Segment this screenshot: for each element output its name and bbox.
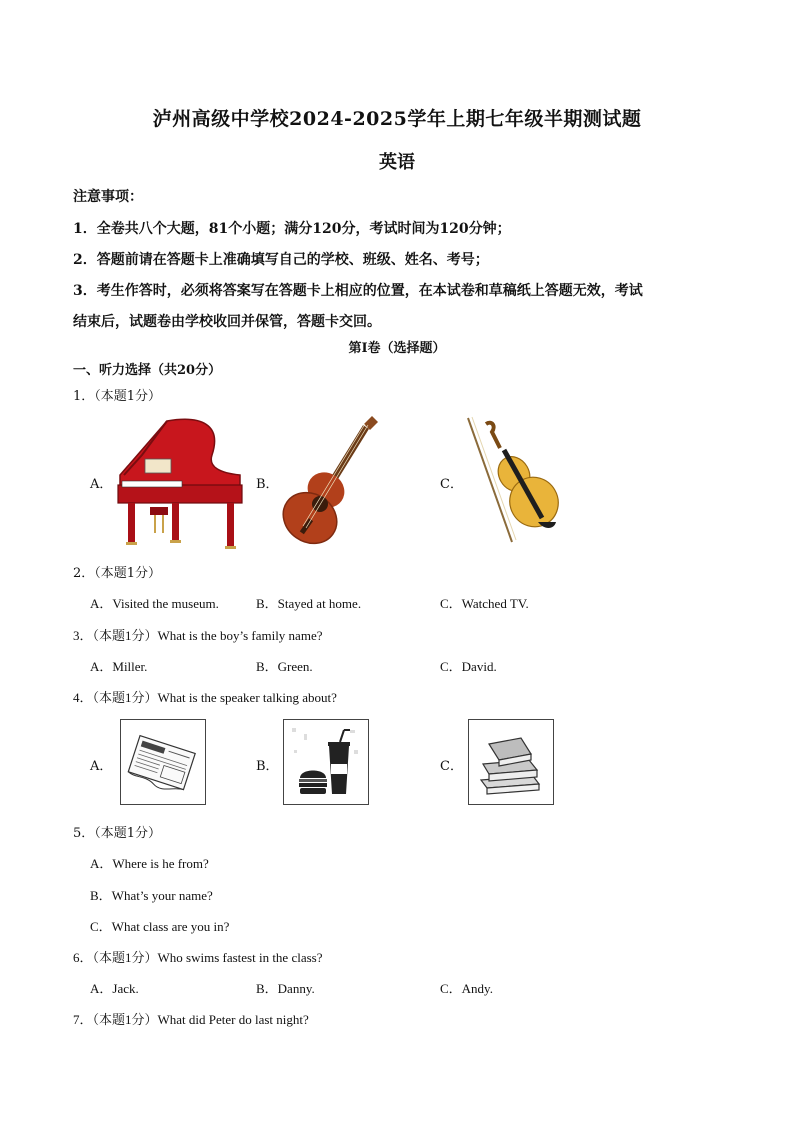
notes-heading: 注意事项：: [73, 189, 143, 205]
guitar-icon: [278, 412, 383, 552]
piano-icon: [112, 415, 252, 550]
question-stem: 7．（本题1分）What did Peter do last night?: [73, 1012, 309, 1027]
violin-icon: [464, 414, 574, 546]
subject-title: 英语: [379, 152, 415, 173]
option-c-label: C．: [440, 477, 463, 492]
note-item: 1．全卷共八个大题，81个小题；满分120分，考试时间为120分钟；: [73, 221, 511, 237]
books-icon: [469, 720, 553, 804]
option-c: C．Watched TV.: [440, 596, 529, 611]
newspaper-icon: [121, 720, 205, 804]
question-stem: 1．（本题1分）: [73, 389, 162, 404]
option-b-label: B．: [256, 759, 279, 774]
option-a-label: A．: [90, 477, 113, 492]
image-frame: [120, 719, 206, 805]
option-a: A．Miller.: [90, 659, 148, 674]
option-a: A．Where is he from?: [90, 856, 209, 871]
option-a: A．Jack.: [90, 981, 139, 996]
option-b: B．Stayed at home.: [256, 596, 362, 611]
option-c: C．What class are you in?: [90, 919, 230, 934]
option-b: B．Danny.: [256, 981, 315, 996]
option-a: A．Visited the museum.: [90, 596, 219, 611]
option-b: B．What’s your name?: [90, 888, 213, 903]
question-stem: 5．（本题1分）: [73, 826, 162, 841]
volume-title: 第Ⅰ卷（选择题）: [348, 341, 446, 356]
question-stem: 2．（本题1分）: [73, 566, 162, 581]
option-a-label: A．: [90, 759, 113, 774]
option-b: B．Green.: [256, 659, 313, 674]
section-title: 一、听力选择（共20分）: [73, 363, 222, 378]
option-c: C．Andy.: [440, 981, 493, 996]
image-frame: [468, 719, 554, 805]
question-stem: 3．（本题1分）What is the boy’s family name?: [73, 628, 323, 643]
fast-food-icon: [284, 720, 368, 804]
option-c: C．David.: [440, 659, 497, 674]
option-c-label: C．: [440, 759, 463, 774]
note-item: 2．答题前请在答题卡上准确填写自己的学校、班级、姓名、考号；: [73, 252, 489, 268]
page-title: 泸州高级中学校2024-2025学年上期七年级半期测试题: [152, 108, 642, 130]
question-stem: 4．（本题1分）What is the speaker talking about?: [73, 690, 337, 705]
note-item: 3．考生作答时，必须将答案写在答题卡上相应的位置，在本试卷和草稿纸上答题无效，考试: [73, 283, 643, 299]
question-stem: 6．（本题1分）Who swims fastest in the class?: [73, 950, 323, 965]
option-b-label: B．: [256, 477, 279, 492]
image-frame: [283, 719, 369, 805]
note-item: 结束后，试题卷由学校收回并保管，答题卡交回。: [73, 314, 381, 330]
